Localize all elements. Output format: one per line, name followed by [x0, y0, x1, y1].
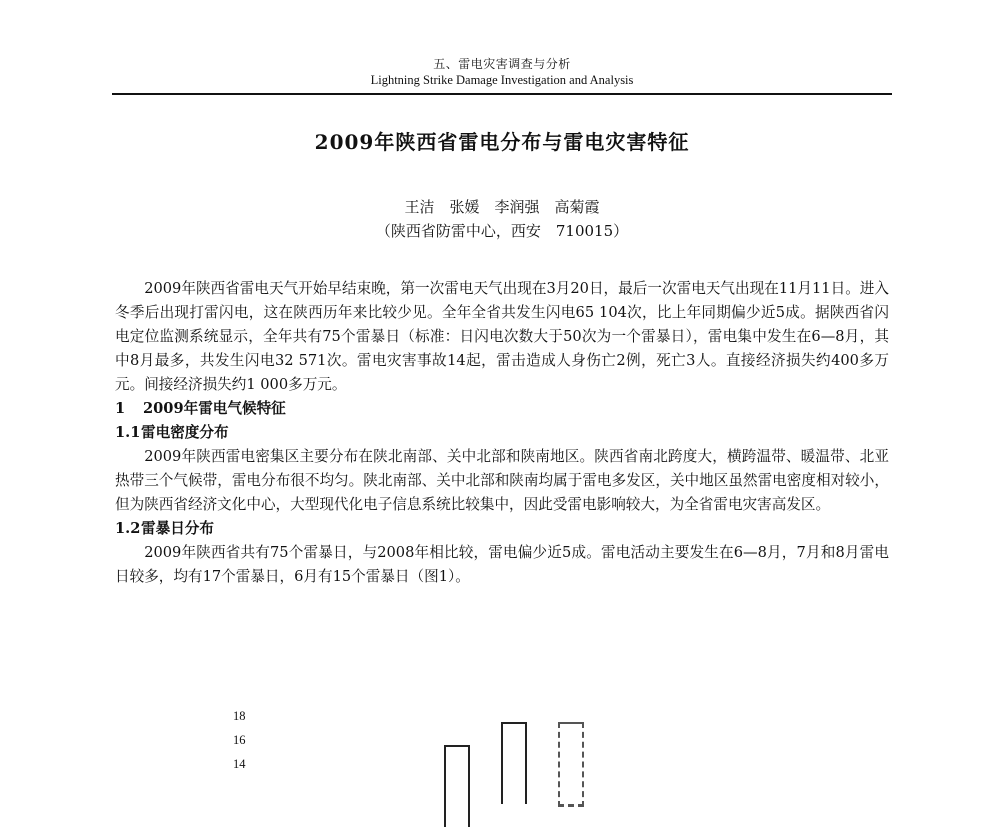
paper-title: 2009年陕西省雷电分布与雷电灾害特征	[314, 130, 690, 154]
section-heading-1-1	[115, 421, 889, 445]
section-number: 1.2	[115, 520, 141, 537]
section-title: 雷暴日分布	[141, 520, 214, 537]
section-title: 2009年雷电气候特征	[143, 400, 286, 417]
bar-june	[444, 745, 470, 827]
section-number: 1.1	[115, 424, 141, 441]
body-text	[115, 277, 889, 589]
thunderstorm-days-paragraph: 2009年陕西省共有75个雷暴日，与2008年相比较，雷电偏少近5成。雷电活动主要发生在6—8月，7月和8月雷电日较多，均有17个雷暴日，6月有15个雷暴日（图1）。	[115, 544, 889, 585]
running-header-cn: 五、雷电灾害调查与分析	[433, 57, 571, 71]
intro-paragraph: 2009年陕西省雷电天气开始早结束晚，第一次雷电天气出现在3月20日，最后一次雷电天气出现在11月11日。进入冬季后出现打雷闪电，这在陕西历年来比较少见。全年全省共发生闪电65 104次，比上年同期偏少近5成。据陕西省闪电定位监测系统显示，全年共有75个雷暴日（标准：日闪电次数大于50次为一个雷暴日），雷电集中发生在6—8月，其中8月最多，共发生闪电32 571次。雷电灾害事故14起，雷击造成人身伤亡2例，死亡3人。直接经济损失约400多万元。间接经济损失约1 000多万元。	[115, 280, 889, 393]
y-tick-label: 16	[233, 733, 246, 747]
section-title: 雷电密度分布	[141, 424, 229, 441]
running-header-en: Lightning Strike Damage Investigation and Analysis	[370, 73, 634, 87]
author-list: 王洁 张媛 李润强 高菊霞	[404, 198, 600, 216]
y-tick-label: 14	[233, 757, 246, 771]
density-paragraph: 2009年陕西雷电密集区主要分布在陕北南部、关中北部和陕南地区。陕西省南北跨度大，横跨温带、暖温带、北亚热带三个气候带，雷电分布很不均匀。陕北南部、关中北部和陕南均属于雷电多发区，关中地区虽然雷电密度相对较小，但为陕西省经济文化中心，大型现代化电子信息系统比较集中，因此受雷电影响较大，为全省雷电灾害高发区。	[115, 448, 889, 513]
header-rule	[112, 93, 892, 95]
y-tick-label: 18	[233, 709, 246, 723]
figure-1-bar-chart	[220, 700, 640, 771]
section-heading-1-2	[115, 517, 889, 541]
section-heading-1	[115, 397, 889, 421]
affiliation: （陕西省防雷中心，西安 710015）	[375, 222, 629, 240]
section-number: 1	[115, 400, 126, 417]
bar-july	[501, 722, 527, 804]
bar-august	[558, 722, 584, 807]
running-header	[112, 56, 892, 88]
